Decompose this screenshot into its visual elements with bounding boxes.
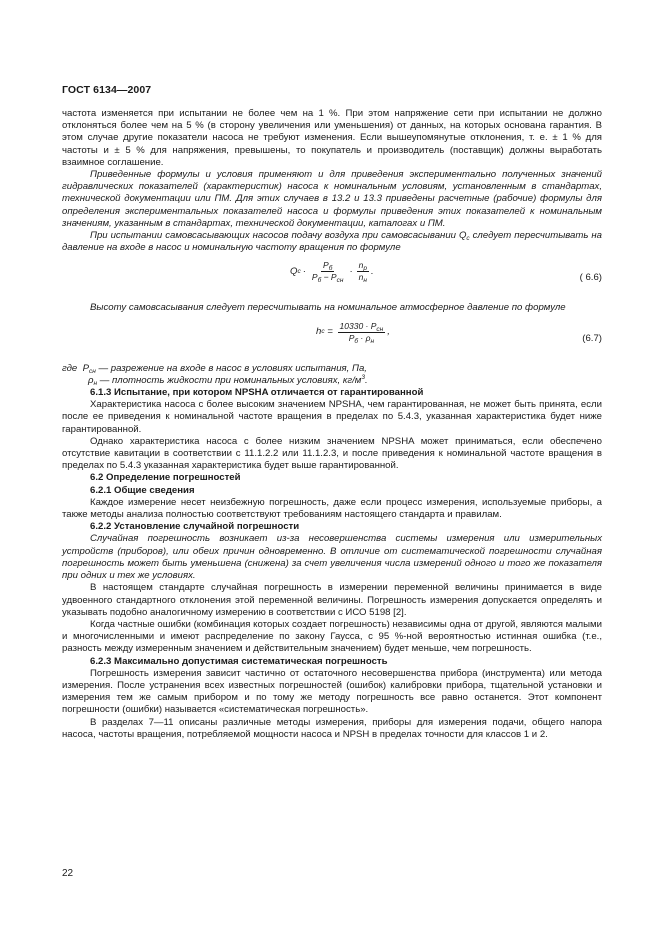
- variable-explanation: $\rho_н$ — плотность жидкости при номинальных условиях, $кг/м^3$.: [88, 373, 368, 387]
- paragraph: Однако характеристика насоса с более низким значением NPSHA может приниматься, если обеспечено отсутствие кавитации в соответствии с 11.1.2.2 или 11.1.2.3, и после приведения к номинальной частоте вращения в пределах по 5.4.3 указанная характеристика будет выше гарантированной.: [62, 435, 602, 472]
- section-heading: 6.2.1 Общие сведения: [90, 484, 195, 496]
- paragraph: В настоящем стандарте случайная погрешность в измерении переменной величины принимается в виде удвоенного стандартного отклонения этой переменной величины. Погрешность измерения допускается определять и указывать подобно аналогичному измерению в соответствии с ИСО 5198 [2].: [62, 582, 602, 618]
- formula-6-6: Q c · $\frac{P_б}{P_б - P_{сн}}$ · $\frac{n_p}{n_н}$ . ( 6.6): [290, 260, 602, 285]
- section-heading: 6.2 Определение погрешностей: [90, 472, 241, 484]
- paragraph-italic: При испытании самовсасывающих насосов подачу воздуха при самовсасывании $Q_c$ следует пересчитывать на давление на входе в насос и номинальную частоту вращения по формуле: [62, 230, 602, 254]
- paragraph-italic: Случайная погрешность возникает из-за несовершенства системы измерения или измерительных устройств (приборов), или обеих причин одновременно. В отличие от систематической погрешности случайная погрешность может быть уменьшена (снижена) за счет увеличения числа измерений одного и того же показателя при одних и тех же условиях.: [62, 533, 602, 582]
- section-heading: 6.2.3 Максимально допустимая систематическая погрешность: [90, 655, 388, 667]
- paragraph: Погрешность измерения зависит частично от остаточного несовершенства прибора (инструмента) или метода измерения. После устранения всех известных погрешностей (ошибок) калибровки прибора, тщательной установки и измерения тем же самым прибором и по тому же методу погрешность все равно останется. Этот компонент погрешности (ошибки) называется «систематическая погрешность».: [62, 667, 602, 716]
- fraction: $\frac{P_б}{P_б - P_{сн}}$: [311, 260, 344, 285]
- paragraph: Когда частные ошибки (комбинация которых создает погрешность) независимы одна от другой, являются малыми и многочисленными и имеют распределение по закону Гаусса, с 95 %-ной вероятностью истинная ошибка (т.е., разность между измеренным значением и действительным значением) будет меньше, чем погрешность.: [62, 618, 602, 655]
- page-number: 22: [62, 868, 74, 879]
- paragraph-italic: Приведенные формулы и условия применяют и для приведения экспериментально полученных значений гидравлических показателей (характеристик) насоса к номинальным условиям, установленным в стандартах, технической документации или ПМ. Для этих случаев в 13.2 и 13.3 приведены расчетные (рабочие) формулы для определения экспериментальных показателей насоса и формулы приведения этих показателей к номинальным значениям, указанным в стандартах, технической документации, каталогах и ПМ.: [62, 169, 602, 229]
- fraction: $\frac{n_p}{n_н}$: [358, 260, 367, 285]
- formula-6-7: h c = $\frac{10330 \cdot P_{сн}}{P_б \cdot \rho_н}$ , (6.7): [316, 320, 602, 345]
- formula-number: ( 6.6): [579, 272, 602, 284]
- document-header: ГОСТ 6134—2007: [62, 84, 152, 96]
- variable-explanation: где $P_{сн}$ — разрежение на входе в насос в условиях испытания, Па,: [62, 362, 367, 375]
- formula-number: (6.7): [582, 332, 602, 344]
- fraction: $\frac{10330 \cdot P_{сн}}{P_б \cdot \rho_н}$: [339, 320, 384, 345]
- paragraph-italic: Высоту самовсасывания следует пересчитывать на номинальное атмосферное давление по формуле: [90, 302, 566, 314]
- document-body: [62, 108, 602, 741]
- section-heading: 6.1.3 Испытание, при котором NPSHA отличается от гарантированной: [90, 387, 424, 399]
- paragraph: Каждое измерение несет неизбежную погрешность, даже если процесс измерения, используемые приборы, а также методы анализа полностью соответствуют требованиям настоящего стандарта и правилам.: [62, 496, 602, 521]
- paragraph: В разделах 7—11 описаны различные методы измерения, приборы для измерения подачи, общего напора насоса, частоты вращения, потребляемой мощности насоса и NPSH в пределах точности для классов 1 и 2.: [62, 716, 602, 740]
- section-heading: 6.2.2 Установление случайной погрешности: [90, 521, 300, 533]
- paragraph: Характеристика насоса с более высоким значением NPSHA, чем гарантированная, не может быть принята, если после ее приведения к номинальной частоте вращения в пределах по 5.4.3, указанная характеристика будет ниже гарантированной.: [62, 399, 602, 435]
- paragraph: частота изменяется при испытании не более чем на 1 %. При этом напряжение сети при испытании не должно отклоняться более чем на 5 % (в сторону увеличения или уменьшения) от данных, на которых основана гарантия. В этом случае другие показатели насоса не требуют изменения. Если вышеупомянутые отклонения, т. е. ± 1 % для частоты и ± 5 % для напряжения, превышены, то покупатель и производитель (поставщик) должны выработать взаимное соглашение.: [62, 108, 602, 168]
